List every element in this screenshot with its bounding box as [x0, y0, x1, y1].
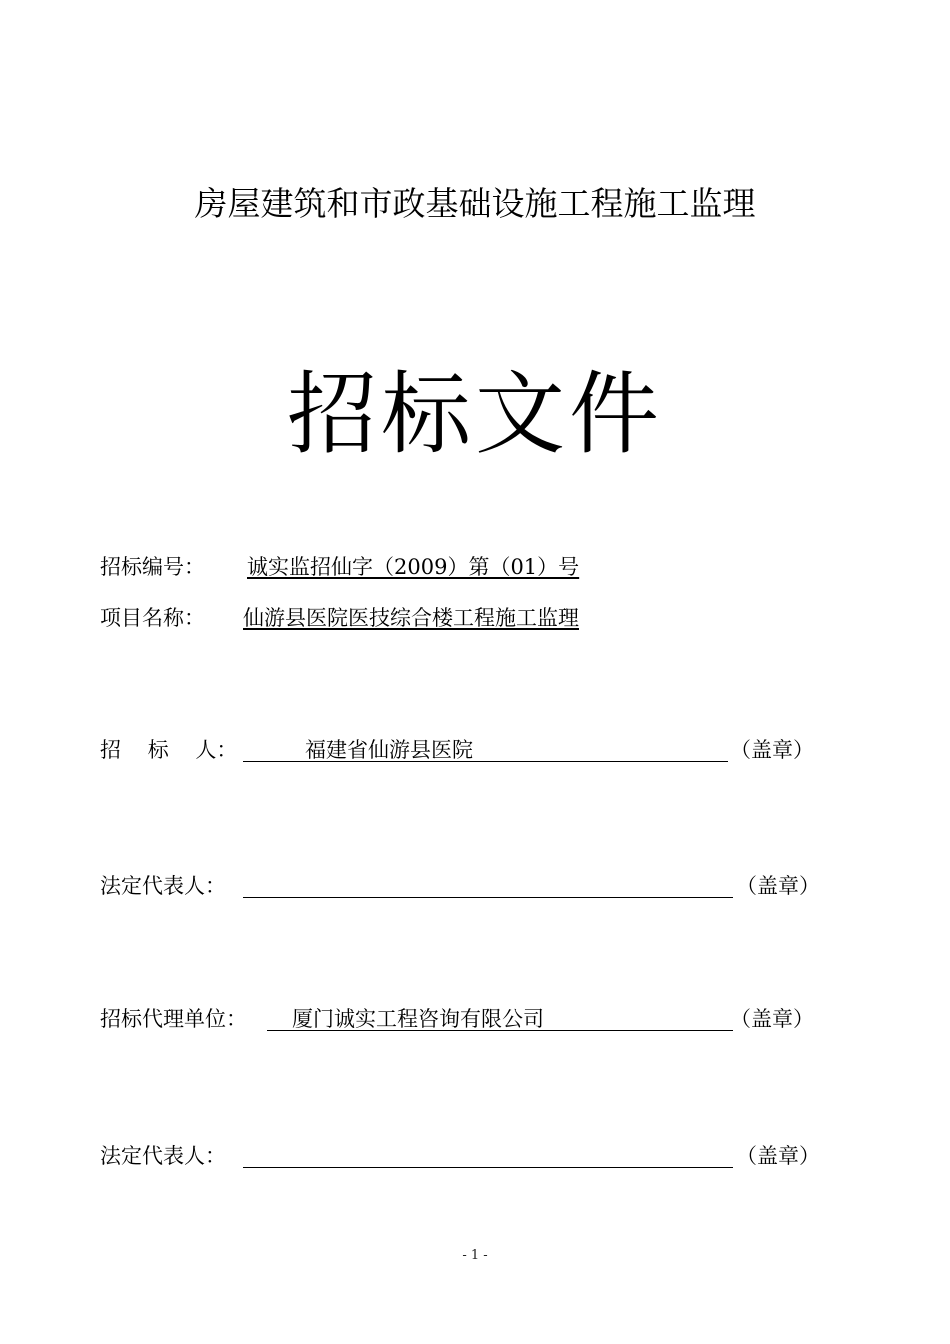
- tender-no-label: 招标编号：: [100, 555, 205, 579]
- legal-rep-seal: （盖章）: [736, 874, 820, 898]
- tender-no-value: 诚实监招仙字（2009）第（01）号: [247, 555, 580, 579]
- agency-value: 厦门诚实工程咨询有限公司: [292, 1007, 544, 1031]
- agency-seal: （盖章）: [730, 1007, 814, 1031]
- legal-rep2-label: 法定代表人：: [100, 1144, 226, 1168]
- project-value: 仙游县医院医技综合楼工程施工监理: [243, 606, 579, 630]
- document-title: 招标文件: [287, 362, 663, 467]
- tenderer-seal: （盖章）: [730, 738, 814, 762]
- legal-rep-signature-line: [243, 897, 733, 898]
- tenderer-label: 招 标 人：: [100, 738, 238, 762]
- page-number: - 1 -: [462, 1248, 488, 1263]
- legal-rep2-signature-line: [243, 1167, 733, 1168]
- legal-rep-label: 法定代表人：: [100, 874, 226, 898]
- agency-label: 招标代理单位：: [100, 1007, 247, 1031]
- legal-rep2-seal: （盖章）: [736, 1144, 820, 1168]
- project-label: 项目名称：: [100, 606, 205, 630]
- tenderer-value: 福建省仙游县医院: [305, 738, 473, 762]
- document-subtitle: 房屋建筑和市政基础设施工程施工监理: [194, 184, 756, 223]
